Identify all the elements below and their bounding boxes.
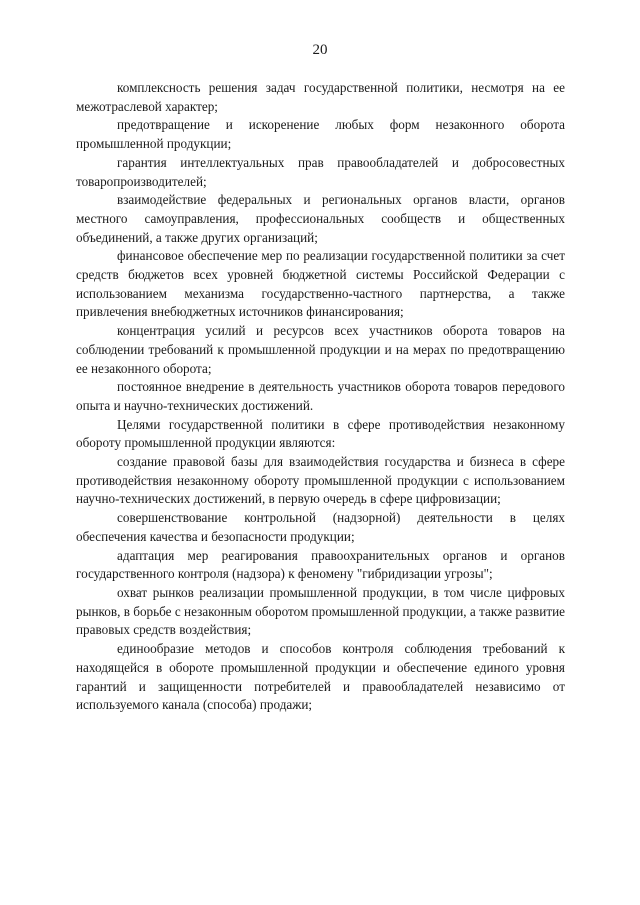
paragraph: адаптация мер реагирования правоохранительных органов и органов государственного контроля (надзора) к феномену "гибридизации угрозы"; (76, 547, 565, 582)
document-body (76, 79, 565, 715)
paragraph: предотвращение и искоренение любых форм незаконного оборота промышленной продукции; (76, 117, 565, 152)
paragraph: концентрация усилий и ресурсов всех участников оборота товаров на соблюдении требований к промышленной продукции и на мерах по предотвращению ее незаконного оборота; (76, 323, 565, 376)
paragraph: создание правовой базы для взаимодействия государства и бизнеса в сфере противодействия незаконному обороту промышленной продукции с использованием научно-технических достижений, в первую очередь в сфере цифровизации; (76, 454, 565, 507)
paragraph: комплексность решения задач государственной политики, несмотря на ее межотраслевой характер; (76, 80, 565, 114)
paragraph: охват рынков реализации промышленной продукции, в том числе цифровых рынков, в борьбе с незаконным оборотом промышленной продукции, а также развитие правовых средств воздействия; (76, 584, 565, 638)
paragraph: единообразие методов и способов контроля соблюдения требований к находящейся в обороте промышленной продукции и обеспечение единого уровня гарантий и защищенности потребителей и правообладателей независимо от используемого канала (способа) продажи; (76, 641, 565, 713)
paragraph: взаимодействие федеральных и региональных органов власти, органов местного самоуправления, профессиональных сообществ и общественных объединений, а также других организаций; (76, 192, 565, 245)
paragraph: постоянное внедрение в деятельность участников оборота товаров передового опыта и научно-технических достижений. (76, 379, 565, 413)
paragraph: финансовое обеспечение мер по реализации государственной политики за счет средств бюджетов всех уровней бюджетной системы Российской Федерации с использованием механизма государственно-частного партнерства, а также привлечения внебюджетных источников финансирования; (76, 248, 565, 320)
paragraph: Целями государственной политики в сфере противодействия незаконному обороту промышленной продукции являются: (76, 416, 565, 451)
paragraph: совершенствование контрольной (надзорной) деятельности в целях обеспечения качества и безопасности продукции; (76, 510, 565, 544)
paragraph: гарантия интеллектуальных прав правообладателей и добросовестных товаропроизводителей; (76, 154, 565, 189)
page-number: 20 (312, 42, 328, 58)
